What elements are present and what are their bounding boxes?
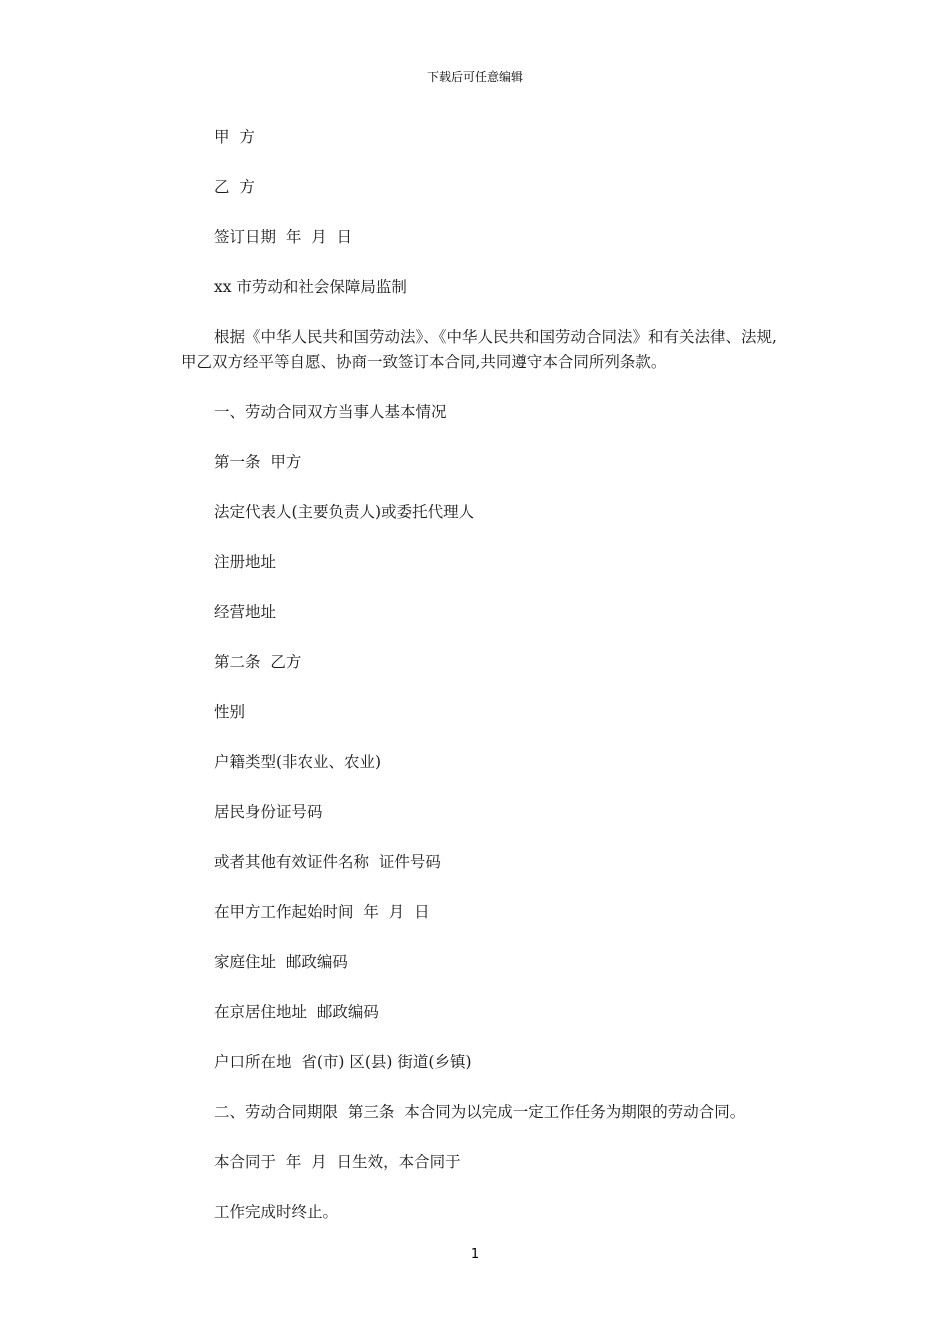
document-body bbox=[181, 125, 781, 1250]
page-number: 1 bbox=[470, 1247, 480, 1262]
start-date-line: 在甲方工作起始时间 年 月 日 bbox=[214, 903, 430, 921]
registered-address-line: 注册地址 bbox=[214, 553, 277, 571]
effective-date-line: 本合同于 年 月 日生效，本合同于 bbox=[214, 1153, 461, 1171]
legal-representative-line: 法定代表人(主要负责人)或委托代理人 bbox=[214, 503, 475, 521]
preamble-paragraph: 根据《中华人民共和国劳动法》、《中华人民共和国劳动合同法》和有关法律、法规,甲乙双方经平等自愿、协商一致签订本合同,共同遵守本合同所列条款。 bbox=[181, 328, 777, 371]
beijing-address-line: 在京居住地址 邮政编码 bbox=[214, 1003, 379, 1021]
signing-date-line: 签订日期 年 月 日 bbox=[214, 228, 353, 246]
other-id-line: 或者其他有效证件名称 证件号码 bbox=[214, 853, 441, 871]
gender-line: 性别 bbox=[214, 703, 246, 721]
article-2-line: 第二条 乙方 bbox=[214, 653, 302, 671]
supervisor-line: xx 市劳动和社会保障局监制 bbox=[214, 278, 407, 296]
hukou-location-line: 户口所在地 省(市) 区(县) 街道(乡镇) bbox=[214, 1053, 472, 1071]
id-number-line: 居民身份证号码 bbox=[214, 803, 323, 821]
party-a-line: 甲 方 bbox=[214, 128, 255, 146]
page-header: 下载后可任意编辑 bbox=[426, 70, 523, 84]
home-address-line: 家庭住址 邮政编码 bbox=[214, 953, 348, 971]
section-1-heading: 一、劳动合同双方当事人基本情况 bbox=[214, 403, 447, 421]
termination-line: 工作完成时终止。 bbox=[214, 1203, 339, 1221]
business-address-line: 经营地址 bbox=[214, 603, 277, 621]
party-b-line: 乙 方 bbox=[214, 178, 255, 196]
household-type-line: 户籍类型(非农业、农业) bbox=[214, 753, 382, 771]
article-1-line: 第一条 甲方 bbox=[214, 453, 302, 471]
section-2-heading: 二、劳动合同期限 第三条 本合同为以完成一定工作任务为期限的劳动合同。 bbox=[214, 1103, 746, 1121]
